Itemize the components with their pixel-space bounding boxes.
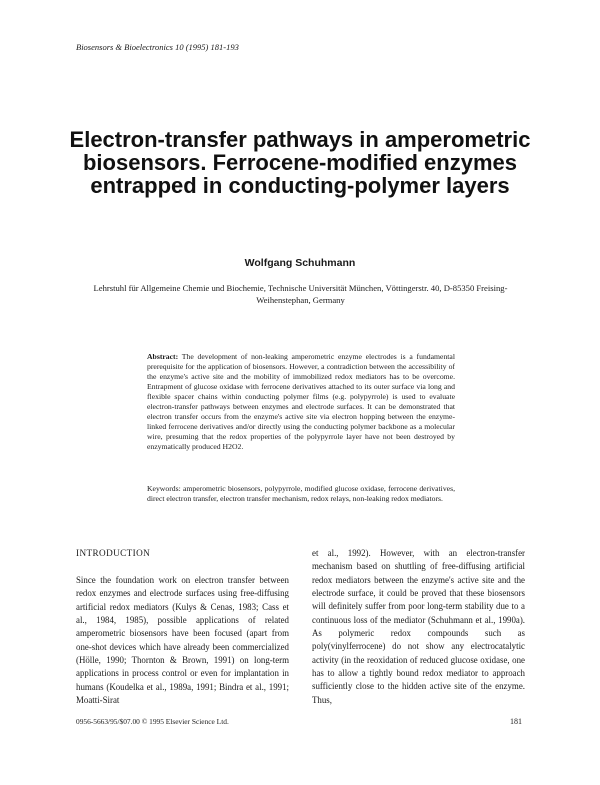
body-column-right: et al., 1992). However, with an electron-transfer mechanism based on shuttling of free-diffusing artificial redox mediators between the enzyme's active site and the electrode surface, it could be proved that these biosensors will definitely suffer from poor long-term stability due to a continuous loss of the mediator (Schuhmann et al., 1990a). As polymeric redox compounds such as poly(vinylferrocene) do not show any electrocatalytic activity (in the reoxidation of reduced glucose oxidase, one has to allow a tightly bound redox mediator to approach sufficiently close to the hidden active site of the enzyme. Thus, [312,548,525,705]
abstract [147,352,455,452]
body-column-left: Since the foundation work on electron transfer between redox enzymes and electrode surfaces using free-diffusing artificial redox mediators (Kulys & Cenas, 1983; Cass et al., 1984, 1985), possible applications of related amperometric biosensors have been focused (apart from one-shot devices which have already been commercialized (Hölle, 1990; Thornton & Brown, 1991) on long-term applications in process control or even for implantation in humans (Koudelka et al., 1989a, 1991; Bindra et al., 1991; Moatti-Sirat [76,575,289,706]
author-name: Wolfgang Schuhmann [244,257,356,269]
section-heading: INTRODUCTION [76,548,151,558]
issn-copyright-line: 0956-5663/95/$07.00 © 1995 Elsevier Science Ltd. [76,717,229,726]
abstract-label: Abstract: [147,352,179,361]
keywords: Keywords: amperometric biosensors, polypyrrole, modified glucose oxidase, ferrocene derivatives, direct electron transfer, electron transfer mechanism, redox relays, non-leaking redox mediators. [147,484,455,503]
page-number: 181 [510,717,522,726]
journal-reference: Biosensors & Bioelectronics 10 (1995) 181-193 [76,42,239,52]
abstract-text: The development of non-leaking amperometric enzyme electrodes is a fundamental prerequisite for the application of biosensors. However, a contradiction between the accessibility of the enzyme's active site and the mobility of immobilized redox mediators has to be overcome. Entrapment of glucose oxidase with ferrocene derivatives attached to its outer surface via long and flexible spacer chains within conducting polymer films (e.g. polypyrrole) is used to evaluate electron-transfer pathways between enzymes and electrode surfaces. It can be demonstrated that electron transfer occurs from the enzyme's active site via electron hopping between the enzyme-linked ferrocene derivatives and/or directly using the conducting polymer backbone as a molecular wire, presuming that the redox properties of the polypyrrole layer have not been destroyed by enzymatically produced H2O2. [147,352,455,451]
article-title: Electron-transfer pathways in amperometric biosensors. Ferrocene-modified enzymes entrapped in conducting-polymer layers [69,127,531,198]
author-affiliation: Lehrstuhl für Allgemeine Chemie und Biochemie, Technische Universität München, Vöttingerstr. 40, D-85350 Freising-Weihenstephan, Germany [93,283,508,305]
